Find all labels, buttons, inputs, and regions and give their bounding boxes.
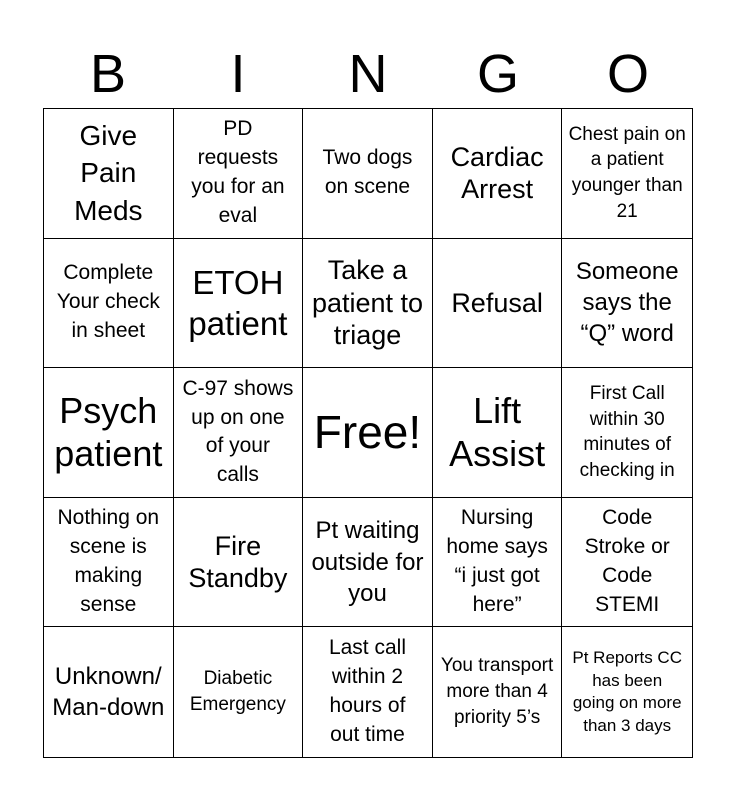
bingo-cell[interactable]	[174, 368, 304, 498]
bingo-card-grid	[43, 108, 693, 758]
cell-label: Nursing home says “i just got here”	[446, 506, 548, 617]
cell-label: Cardiac Arrest	[450, 141, 544, 205]
cell-label: Nothing on scene is making sense	[57, 506, 160, 617]
cell-label: Lift Assist	[449, 390, 546, 475]
cell-label: Complete Your check in sheet	[56, 261, 160, 343]
cell-label: Refusal	[451, 287, 543, 318]
cell-label: Take a patient to triage	[311, 255, 424, 351]
cell-label: Two dogs on scene	[322, 146, 413, 199]
bingo-cell[interactable]	[174, 109, 304, 239]
header-letter-i: I	[230, 44, 246, 104]
bingo-cell[interactable]	[562, 368, 692, 498]
bingo-cell[interactable]	[174, 239, 304, 369]
bingo-cell[interactable]	[44, 239, 174, 369]
bingo-cell[interactable]	[44, 109, 174, 239]
bingo-cell[interactable]	[44, 627, 174, 757]
bingo-cell[interactable]	[433, 368, 563, 498]
cell-label: Chest pain on a patient younger than 21	[568, 123, 686, 223]
bingo-cell[interactable]	[433, 109, 563, 239]
cell-label: ETOH patient	[188, 263, 288, 342]
bingo-cell[interactable]	[433, 498, 563, 628]
bingo-cell[interactable]	[303, 239, 433, 369]
bingo-cell[interactable]	[44, 498, 174, 628]
bingo-cell[interactable]	[303, 498, 433, 628]
bingo-cell[interactable]	[303, 627, 433, 757]
bingo-cell[interactable]	[44, 368, 174, 498]
cell-label: Fire Standby	[188, 530, 288, 594]
header-letter-o: O	[606, 44, 649, 104]
cell-label: You transport more than 4 priority 5’s	[440, 655, 554, 729]
bingo-cell[interactable]	[562, 627, 692, 757]
cell-label: Diabetic Emergency	[189, 668, 286, 716]
free-space-cell[interactable]	[303, 368, 433, 498]
cell-label: PD requests you for an eval	[191, 117, 285, 228]
bingo-cell[interactable]	[174, 498, 304, 628]
bingo-cell[interactable]	[562, 498, 692, 628]
cell-label: First Call within 30 minutes of checking in	[579, 382, 675, 482]
cell-label: Last call within 2 hours of out time	[328, 636, 406, 747]
bingo-cell[interactable]	[303, 109, 433, 239]
cell-label: C-97 shows up on one of your calls	[182, 376, 294, 487]
header-letter-n: N	[348, 44, 388, 104]
cell-label: Give Pain Meds	[74, 119, 143, 227]
cell-label: Pt waiting outside for you	[311, 517, 424, 607]
header-letter-g: G	[476, 44, 519, 104]
bingo-cell[interactable]	[174, 627, 304, 757]
bingo-cell[interactable]	[433, 239, 563, 369]
cell-label: Code Stroke or Code STEMI	[584, 506, 670, 617]
cell-label: Pt Reports CC has been going on more than 3 days	[572, 648, 682, 735]
bingo-cell[interactable]	[562, 239, 692, 369]
cell-label: Psych patient	[54, 390, 163, 475]
bingo-cell[interactable]	[562, 109, 692, 239]
header-letter-b: B	[89, 44, 127, 104]
bingo-cell[interactable]	[433, 627, 563, 757]
bingo-header	[43, 40, 693, 108]
cell-label: Someone says the “Q” word	[575, 258, 679, 348]
free-space-label: Free!	[313, 406, 422, 459]
cell-label: Unknown/ Man-down	[52, 663, 165, 722]
